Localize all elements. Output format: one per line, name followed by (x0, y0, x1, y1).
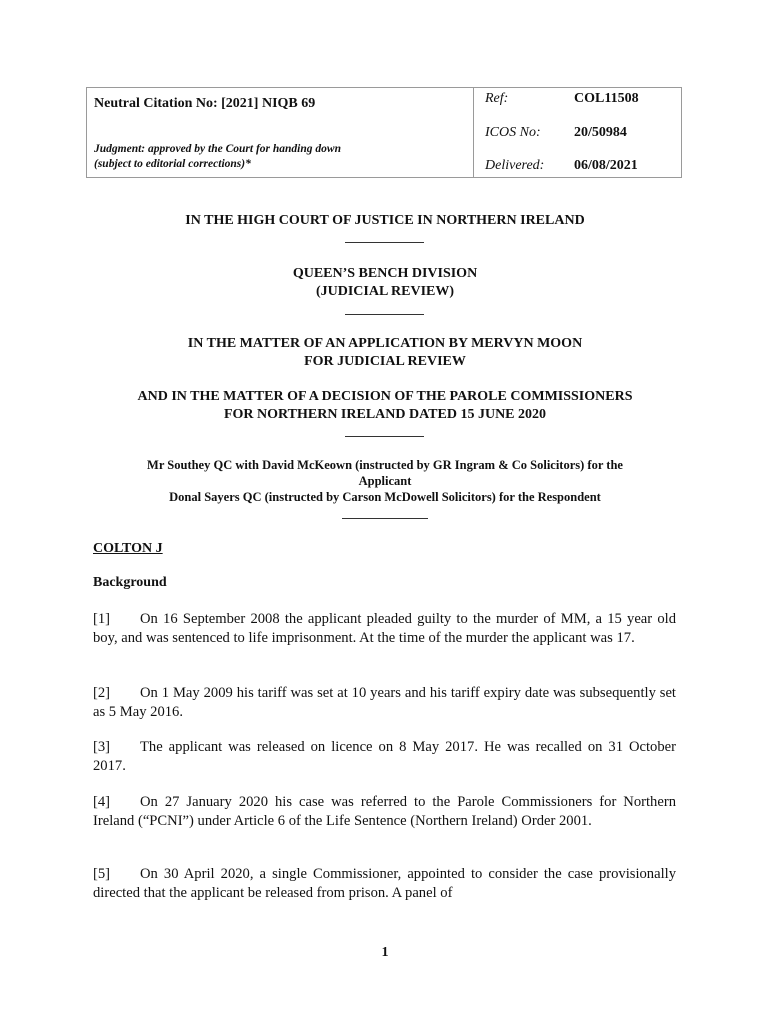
paragraph (93, 684, 676, 721)
divider (345, 436, 424, 437)
delivered-value: 06/08/2021 (574, 158, 638, 173)
matter2-line1: AND IN THE MATTER OF A DECISION OF THE PAROLE COMMISSIONERS (137, 389, 633, 404)
matter2-line2: FOR NORTHERN IRELAND DATED 15 JUNE 2020 (223, 407, 547, 422)
paragraph-number: [3] (93, 739, 111, 755)
paragraph-number: [4] (93, 794, 111, 810)
header-left-cell (87, 88, 474, 177)
judge-name: COLTON J (93, 541, 163, 556)
matter1-line1: IN THE MATTER OF AN APPLICATION BY MERVYN MOON (187, 336, 583, 351)
icos-label: ICOS No: (485, 125, 541, 140)
ref-value: COL11508 (574, 91, 639, 106)
divider (345, 242, 424, 243)
neutral-citation: Neutral Citation No: [2021] NIQB 69 (94, 96, 316, 111)
approval-note-line1: Judgment: approved by the Court for handing down (94, 143, 341, 155)
approval-note (94, 142, 341, 172)
paragraph-text: On 30 April 2020, a single Commissioner, appointed to consider the case provisionally directed that the applicant be released from prison. A panel of (93, 866, 676, 901)
paragraph-number: [1] (93, 611, 111, 627)
approval-note-line2: (subject to editorial corrections)* (94, 158, 251, 170)
icos-value: 20/50984 (574, 125, 627, 140)
delivered-label: Delivered: (485, 158, 545, 173)
header-box (86, 87, 682, 178)
division-line2: (JUDICIAL REVIEW) (315, 284, 455, 299)
page-number: 1 (381, 945, 389, 960)
counsel-line2: Applicant (358, 474, 412, 488)
paragraph-number: [2] (93, 685, 111, 701)
divider (342, 518, 428, 519)
paragraph-text: On 1 May 2009 his tariff was set at 10 years and his tariff expiry date was subsequently set as 5 May 2016. (93, 685, 676, 720)
paragraph (93, 610, 676, 647)
paragraph-text: On 16 September 2008 the applicant pleaded guilty to the murder of MM, a 15 year old boy, and was sentenced to life imprisonment. At the time of the murder the applicant was 17. (93, 611, 676, 646)
division-line1: QUEEN’S BENCH DIVISION (292, 266, 478, 281)
paragraph-number: [5] (93, 866, 111, 882)
court-title: IN THE HIGH COURT OF JUSTICE IN NORTHERN IRELAND (185, 213, 585, 228)
matter1-line2: FOR JUDICIAL REVIEW (304, 354, 466, 369)
ref-label: Ref: (485, 91, 509, 106)
paragraph (93, 793, 676, 830)
paragraph (93, 738, 676, 775)
paragraph-text: On 27 January 2020 his case was referred to the Parole Commissioners for Northern Ireland (“PCNI”) under Article 6 of the Life Sentence (Northern Ireland) Order 2001. (93, 794, 676, 829)
paragraph (93, 865, 676, 902)
paragraph-text: The applicant was released on licence on 8 May 2017. He was recalled on 31 October 2017. (93, 739, 676, 774)
divider (345, 314, 424, 315)
counsel-line3: Donal Sayers QC (instructed by Carson McDowell Solicitors) for the Respondent (169, 490, 601, 504)
counsel-line1: Mr Southey QC with David McKeown (instructed by GR Ingram & Co Solicitors) for the (147, 458, 623, 472)
section-heading: Background (93, 575, 167, 590)
